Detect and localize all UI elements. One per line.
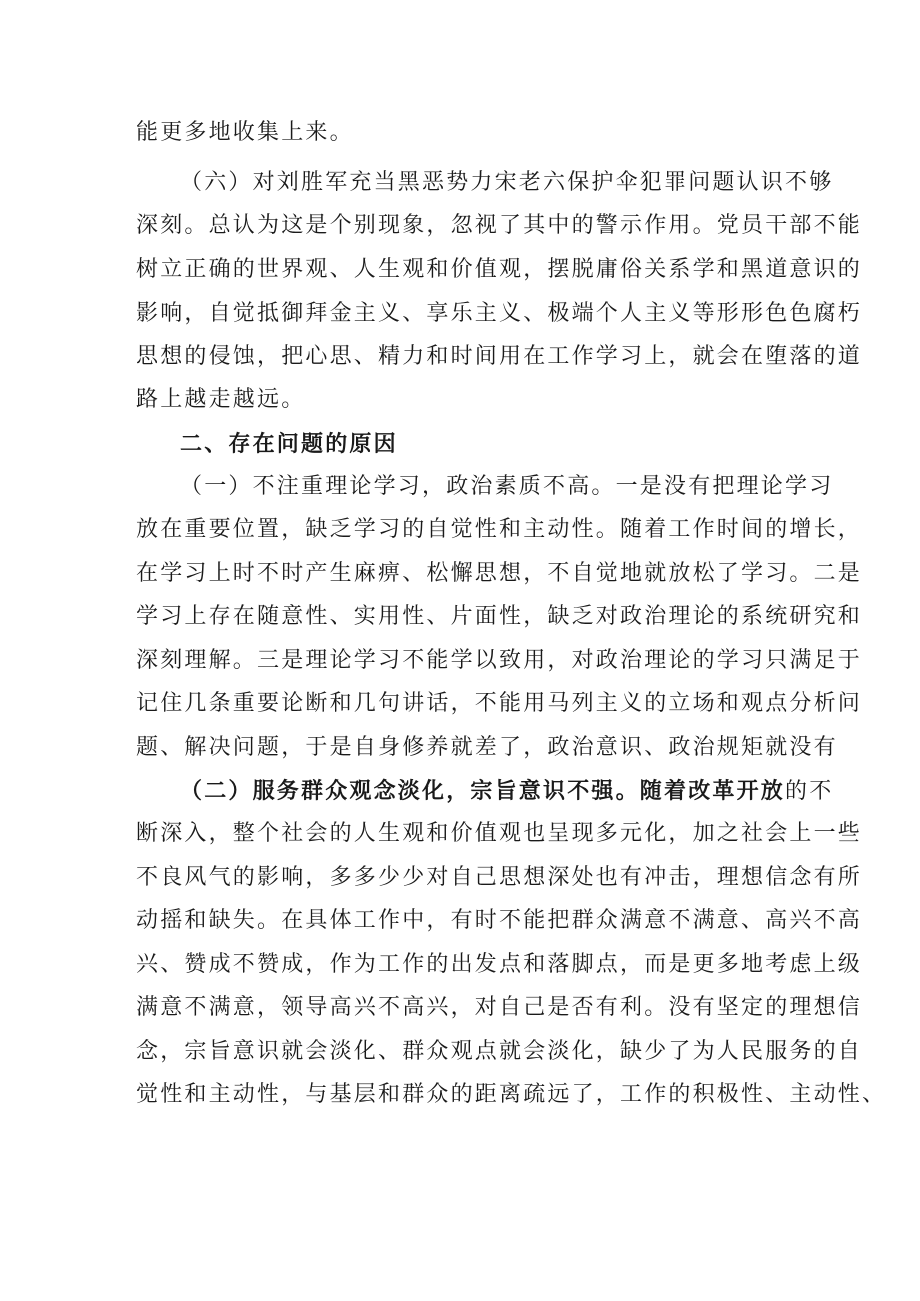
paragraph-line: 影响，自觉抵御拜金主义、享乐主义、极端个人主义等形形色色腐朽 bbox=[136, 301, 863, 326]
subheading-bold-text: （二）服务群众观念淡化，宗旨意识不强。随着改革开放 bbox=[180, 778, 786, 804]
paragraph-line: 放在重要位置，缺乏学习的自觉性和主动性。随着工作时间的增长， bbox=[136, 517, 863, 542]
paragraph-line: 满意不满意，领导高兴不高兴，对自己是否有利。没有坚定的理想信 bbox=[136, 995, 863, 1020]
paragraph-line: 深刻。总认为这是个别现象，忽视了其中的警示作用。党员干部不能 bbox=[136, 213, 863, 238]
paragraph-line: （六）对刘胜军充当黑恶势力宋老六保护伞犯罪问题认识不够 bbox=[180, 170, 834, 195]
section-heading: 二、存在问题的原因 bbox=[180, 431, 398, 457]
subheading-line bbox=[180, 776, 834, 806]
paragraph-line: 念，宗旨意识就会淡化、群众观点就会淡化，缺少了为人民服务的自 bbox=[136, 1039, 863, 1064]
paragraph-line: 动摇和缺失。在具体工作中，有时不能把群众满意不满意、高兴不高 bbox=[136, 908, 863, 933]
paragraph-line: 题、解决问题，于是自身修养就差了，政治意识、政治规矩就没有 bbox=[136, 735, 838, 760]
paragraph-line: （一）不注重理论学习，政治素质不高。一是没有把理论学习 bbox=[180, 474, 834, 499]
paragraph-line: 深刻理解。三是理论学习不能学以致用，对政治理论的学习只满足于 bbox=[136, 648, 863, 673]
paragraph-line: 学习上存在随意性、实用性、片面性，缺乏对政治理论的系统研究和 bbox=[136, 604, 863, 629]
paragraph-line: 能更多地收集上来。 bbox=[136, 120, 354, 145]
paragraph-line: 觉性和主动性，与基层和群众的距离疏远了，工作的积极性、主动性、 bbox=[136, 1082, 887, 1107]
paragraph-line: 思想的侵蚀，把心思、精力和时间用在工作学习上，就会在堕落的道 bbox=[136, 344, 863, 369]
paragraph-line: 路上越走越远。 bbox=[136, 387, 306, 412]
paragraph-line: 树立正确的世界观、人生观和价值观，摆脱庸俗关系学和黑道意识的 bbox=[136, 257, 863, 282]
paragraph-line: 在学习上时不时产生麻痹、松懈思想，不自觉地就放松了学习。二是 bbox=[136, 561, 863, 586]
paragraph-line: 断深入，整个社会的人生观和价值观也呈现多元化，加之社会上一些 bbox=[136, 821, 863, 846]
paragraph-line: 兴、赞成不赞成，作为工作的出发点和落脚点，而是更多地考虑上级 bbox=[136, 952, 863, 977]
paragraph-line: 不良风气的影响，多多少少对自己思想深处也有冲击，理想信念有所 bbox=[136, 865, 863, 890]
paragraph-line: 记住几条重要论断和几句讲话，不能用马列主义的立场和观点分析问 bbox=[136, 691, 863, 716]
subheading-tail-text: 的不 bbox=[785, 779, 834, 804]
